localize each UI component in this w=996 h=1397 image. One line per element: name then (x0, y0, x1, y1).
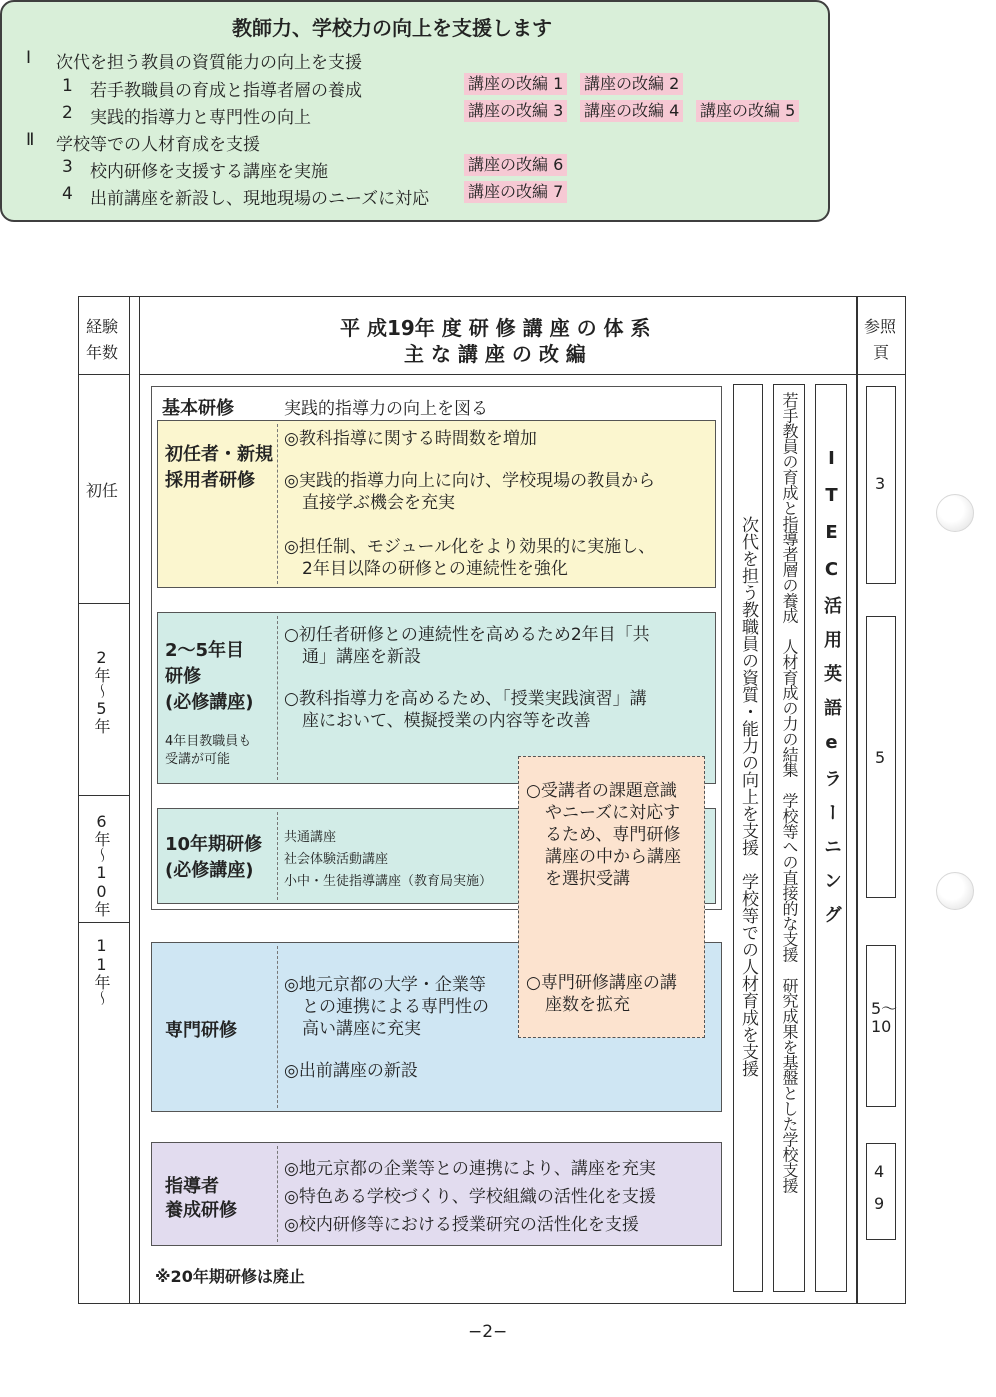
first-year-divider (277, 424, 278, 584)
overlay-bullet-1b: やニーズに対応す (545, 803, 681, 823)
goal-2-number: Ⅱ (26, 130, 35, 150)
tag-kaihen-7: 講座の改編 7 (464, 181, 567, 203)
year-10-divider (277, 812, 278, 900)
leader-title-2: 養成研修 (165, 1200, 237, 1221)
item-4-number: 4 (62, 184, 73, 204)
years-divider-1 (78, 603, 130, 604)
abolished-note: ※20年期研修は廃止 (155, 1267, 305, 1286)
goal-1-number: Ⅰ (26, 48, 32, 68)
first-year-bullet-3b: 2年目以降の研修との連続性を強化 (302, 559, 568, 579)
first-year-bullet-3a: ◎担任制、モジュール化をより効果的に実施し、 (284, 537, 656, 557)
overlay-bullet-2a: ○専門研修講座の講 (526, 973, 677, 993)
tag-kaihen-4: 講座の改編 4 (580, 100, 683, 122)
years-divider-3 (78, 922, 130, 923)
vertical-column-1-text: 次代を担う教職員の資質・能力の向上を支援 学校等での人材育成を支援 (738, 516, 758, 1077)
year-2-5-bullet-1b: 通」講座を新設 (302, 647, 421, 667)
vertical-column-3-text: ITEC活用英語eラーニング (821, 448, 842, 939)
ref-header-line2: 頁 (873, 343, 890, 362)
year-10-title-2: (必修講座) (165, 860, 254, 881)
summary-title: 教師力、学校力の向上を支援します (232, 16, 552, 40)
overlay-bullet-1c: るため、専門研修 (545, 825, 681, 845)
leader-bullet-3: ◎校内研修等における授業研究の活性化を支援 (284, 1215, 639, 1235)
tag-kaihen-2: 講座の改編 2 (580, 73, 683, 95)
exp-header-line1: 経験 (86, 317, 119, 336)
binder-hole-bottom (936, 872, 974, 910)
specialized-title: 専門研修 (165, 1020, 237, 1041)
tag-kaihen-1: 講座の改編 1 (464, 73, 567, 95)
specialized-divider (277, 946, 278, 1108)
tag-kaihen-5: 講座の改編 5 (696, 100, 799, 122)
tag-kaihen-3: 講座の改編 3 (464, 100, 567, 122)
year-6-10: 6年〜10年 (92, 812, 111, 917)
year-2-5-title-1: 2〜5年目 (165, 640, 245, 661)
reference-header-divider (857, 374, 906, 375)
item-1-number: 1 (62, 76, 73, 96)
leader-bullet-1: ◎地元京都の企業等との連携により、講座を充実 (284, 1159, 656, 1179)
basic-training-label: 基本研修 (162, 398, 234, 419)
year-2-5-note-1: 4年目教職員も (165, 734, 252, 749)
vertical-column-2-text: 若手教員の育成と指導者層の養成 人材育成の力の結集 学校等への直接的な支援 研究成果を基盤とした学校支援 (780, 392, 799, 1193)
overlay-bullet-1a: ○受講者の課題意識 (526, 781, 677, 801)
leader-divider (277, 1146, 278, 1242)
exp-header-line2: 年数 (86, 343, 119, 362)
summary-box (0, 0, 830, 222)
binder-hole-top (936, 494, 974, 532)
page-number: −2− (468, 1322, 508, 1342)
item-1-text: 若手教職員の育成と指導者層の養成 (90, 81, 362, 101)
overlay-bullet-1d: 講座の中から講座 (545, 847, 681, 867)
ref-page-3: 5〜10 (871, 999, 898, 1036)
leader-title-1: 指導者 (165, 1176, 219, 1197)
item-4-text: 出前講座を新設し、現地現場のニーズに対応 (90, 189, 430, 209)
years-column (78, 296, 130, 1304)
year-11-plus: 11年〜 (92, 936, 111, 1006)
first-year-bullet-1: ◎教科指導に関する時間数を増加 (284, 429, 537, 449)
leader-bullet-2: ◎特色ある学校づくり、学校組織の活性化を支援 (284, 1187, 656, 1207)
ref-header-line1: 参照 (864, 317, 897, 336)
basic-training-desc: 実践的指導力の向上を図る (284, 399, 488, 419)
first-year-bullet-2b: 直接学ぶ機会を充実 (302, 493, 455, 513)
item-3-text: 校内研修を支援する講座を実施 (90, 162, 328, 182)
item-2-text: 実践的指導力と専門性の向上 (90, 108, 311, 128)
specialized-bullet-2: ◎出前講座の新設 (284, 1061, 418, 1081)
item-3-number: 3 (62, 157, 73, 177)
first-year-bullet-2a: ◎実践的指導力向上に向け、学校現場の教員から (284, 471, 656, 491)
years-header-divider (78, 374, 130, 375)
ref-page-1: 3 (875, 474, 886, 493)
ref-page-4: 4 9 (874, 1162, 885, 1213)
item-2-number: 2 (62, 103, 73, 123)
specialized-bullet-1b: との連携による専門性の (302, 997, 489, 1017)
specialized-bullet-1c: 高い講座に充実 (302, 1019, 421, 1039)
years-divider-2 (78, 795, 130, 796)
title-divider (139, 374, 857, 375)
year-10-title-1: 10年期研修 (165, 834, 263, 855)
ref-page-2: 5 (875, 748, 886, 767)
system-title-line1: 平 成19年 度 研 修 講 座 の 体 系 (340, 316, 651, 340)
year-10-course-1: 共通講座 (284, 830, 337, 845)
first-year-title-1: 初任者・新規 (165, 444, 273, 465)
goal-1-text: 次代を担う教員の資質能力の向上を支援 (56, 53, 362, 73)
overlay-bullet-1e: を選択受講 (545, 869, 630, 889)
specialized-bullet-1a: ◎地元京都の大学・企業等 (284, 975, 486, 995)
year-2-5-bullet-2a: ○教科指導力を高めるため、「授業実践演習」講 (284, 689, 647, 709)
overlay-bullet-2b: 座数を拡充 (545, 995, 630, 1015)
year-10-course-3: 小中・生徒指導講座（教育局実施） (284, 874, 493, 889)
system-title-line2: 主 な 講 座 の 改 編 (404, 342, 586, 366)
year-2-5-divider (277, 616, 278, 780)
year-2-5-title-2: 研修 (165, 666, 201, 687)
year-2-5-title-3: (必修講座) (165, 692, 254, 713)
tag-kaihen-6: 講座の改編 6 (464, 154, 567, 176)
year-2-5-bullet-2b: 座において、模擬授業の内容等を改善 (302, 711, 591, 731)
year-2-5-note-2: 受講が可能 (165, 752, 231, 767)
goal-2-text: 学校等での人材育成を支援 (56, 135, 260, 155)
year-2-5: 2年〜5年 (92, 648, 111, 734)
year-2-5-bullet-1a: ○初任者研修との連続性を高めるため2年目「共 (284, 625, 650, 645)
year-first: 初任 (86, 481, 119, 500)
year-10-course-2: 社会体験活動講座 (284, 852, 389, 867)
first-year-title-2: 採用者研修 (165, 470, 255, 491)
